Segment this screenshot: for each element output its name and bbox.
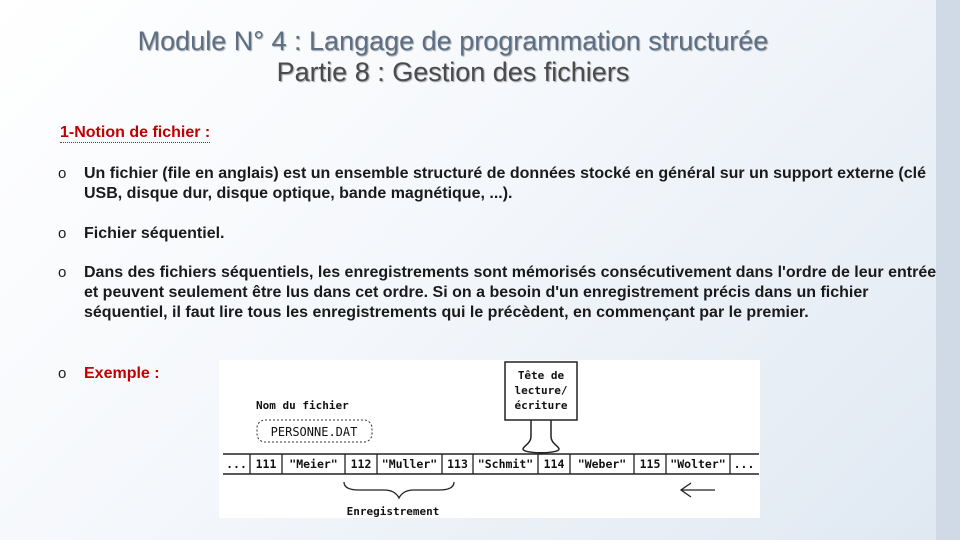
bullet-marker: o (58, 165, 67, 182)
tape-cell: ... (733, 457, 755, 471)
section-heading: 1-Notion de fichier : (60, 124, 211, 141)
file-name-label: Nom du fichier (256, 399, 349, 412)
tape-cell: 111 (255, 457, 277, 471)
title-line-module: Module N° 4 : Langage de programmation structurée (137, 26, 769, 56)
title-line-part: Partie 8 : Gestion des fichiers (276, 57, 630, 87)
bullet-marker: o (58, 264, 67, 281)
tape-cell: "Muller" (381, 457, 438, 471)
bullet-marker: o (58, 365, 67, 382)
bullet-marker: o (58, 225, 67, 242)
record-brace (344, 482, 454, 498)
tape-cells (226, 454, 754, 474)
tape-cell: 115 (639, 457, 661, 471)
record-label: Enregistrement (346, 505, 440, 518)
tape-cell: "Weber" (577, 457, 627, 471)
tape-cell: "Schmit" (477, 457, 534, 471)
tape-cell: 112 (350, 457, 372, 471)
file-name: PERSONNE.DAT (270, 425, 358, 439)
head-pointer (523, 420, 559, 453)
bullet-text: Un fichier (file en anglais) est un ensemble structuré de données stocké en général sur un support externe (clé USB, disque dur, disque optique, bande magnétique, ...). (84, 165, 926, 202)
diagram-svg (219, 360, 760, 518)
head-label-2: lecture/ (514, 384, 568, 397)
tape-cell: "Wolter" (670, 457, 726, 471)
bullet-text: Exemple : (84, 365, 160, 382)
tape-cell: "Meier" (289, 457, 338, 471)
slide-title (0, 26, 906, 88)
head-label-3: écriture (514, 399, 568, 412)
head-label-1: Tête de (517, 369, 565, 382)
sequential-file-diagram (219, 360, 760, 518)
tape-cell: ... (226, 457, 247, 471)
tape-cell: 113 (447, 457, 468, 471)
bullet-text: Fichier séquentiel. (84, 225, 225, 242)
bullet-text: Dans des fichiers séquentiels, les enregistrements sont mémorisés consécutivement dans l'ordre de leur entrée et peuvent seulement être lus dans cet ordre. Si on a besoin d'un enregistrement précis dans un fichier séquentiel, il faut lire tous les enregistrements qui le précèdent, en commençant par le premier. (84, 264, 937, 321)
tape-cell: 114 (543, 457, 565, 471)
